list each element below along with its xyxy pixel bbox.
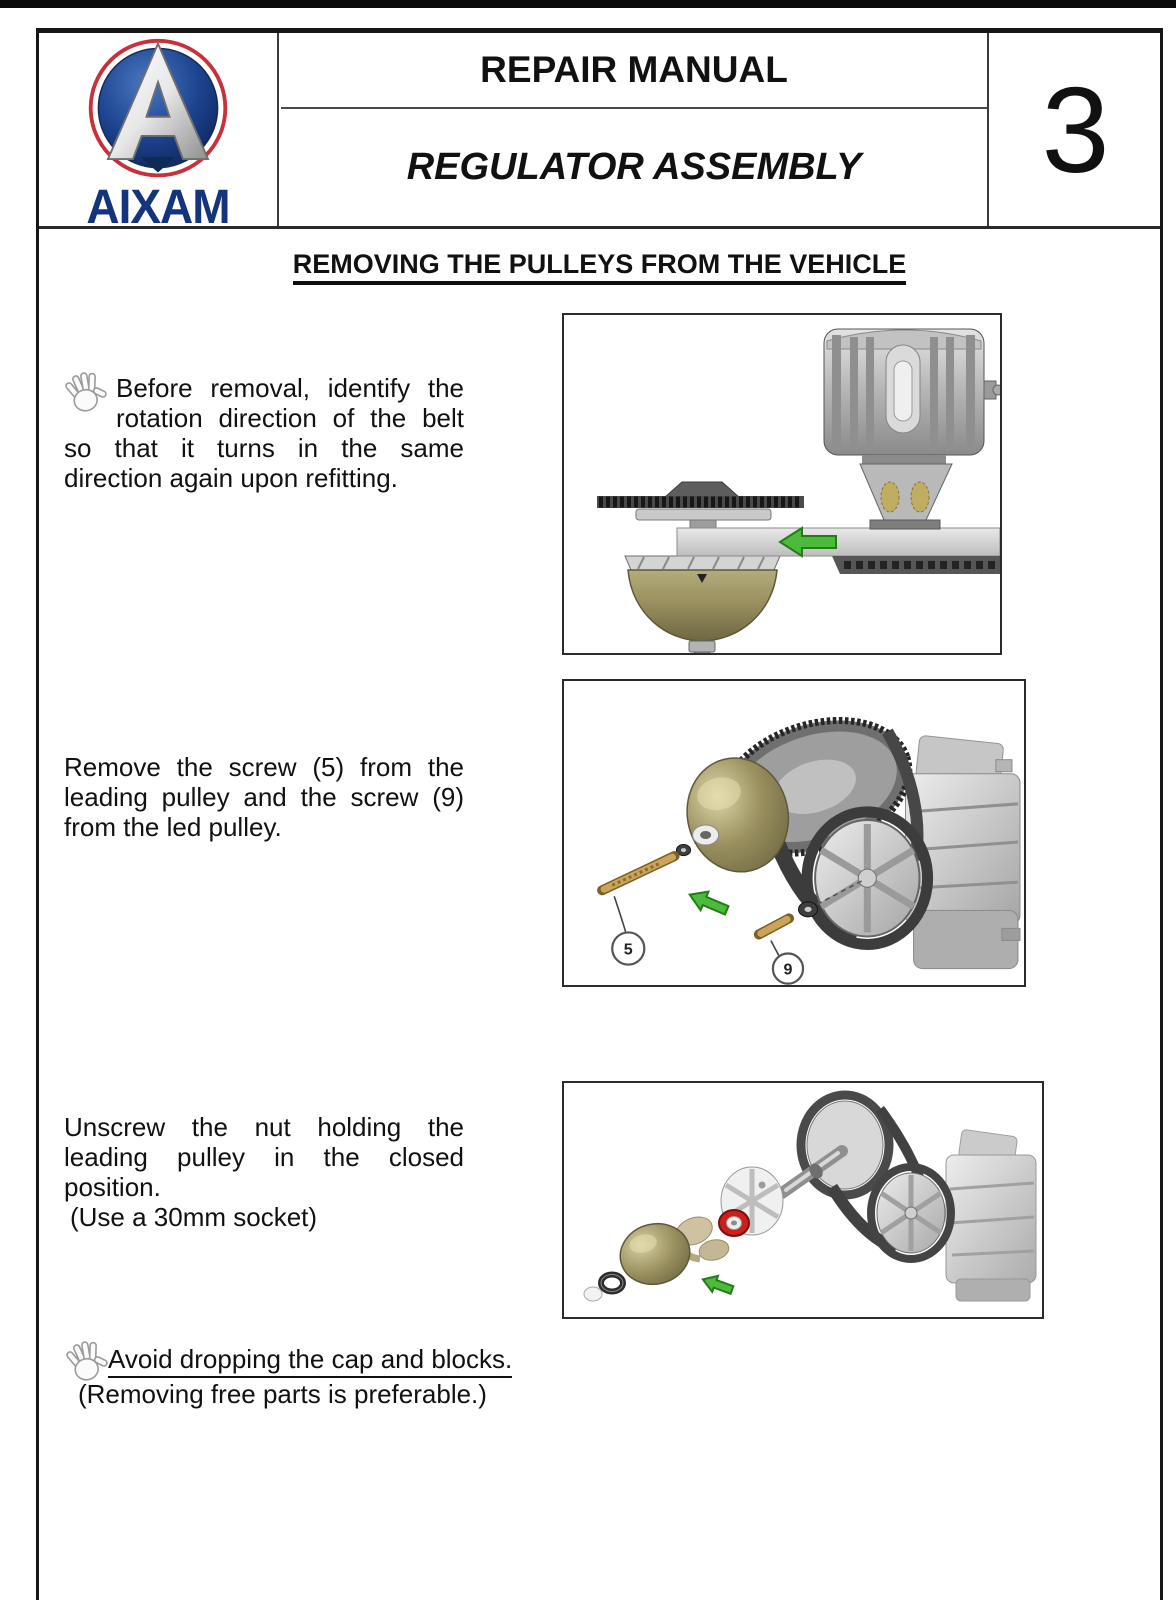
note-text: Before removal, identify the rotation direction of the belt so that it turns in the same direction again upon refitting.: [64, 373, 464, 493]
figure-belt-rotation: [562, 313, 1002, 655]
warning-subtext: (Removing free parts is preferable.): [78, 1378, 487, 1409]
page-top-bar: [0, 0, 1176, 8]
warning-avoid-dropping: [64, 1345, 514, 1410]
title-cell: [281, 33, 989, 226]
step-remove-screws: [64, 753, 464, 843]
section-heading: [39, 249, 1160, 280]
step-subtext: (Use a 30mm socket): [70, 1201, 318, 1232]
aixam-logo-icon: [83, 37, 233, 183]
callout-9-label: 9: [783, 960, 793, 979]
callout-5-label: 5: [623, 940, 633, 959]
step-text: Unscrew the nut holding the leading pulley in the closed position.: [64, 1112, 464, 1202]
step-unscrew-nut: [64, 1113, 464, 1233]
manual-title: REPAIR MANUAL: [281, 33, 987, 109]
page-number: 3: [1041, 61, 1110, 198]
figure-screw-removal: [562, 679, 1026, 987]
brand-wordmark: AIXAM: [86, 178, 230, 234]
section-heading-text: REMOVING THE PULLEYS FROM THE VEHICLE: [293, 249, 907, 285]
step-text: Remove the screw (5) from the leading pulley and the screw (9) from the led pulley.: [64, 752, 464, 842]
header: [39, 33, 1160, 234]
logo-cell: [39, 33, 279, 234]
hand-icon: [66, 1339, 108, 1383]
note-before-removal: [64, 374, 464, 494]
figure-nut-removal: [562, 1081, 1044, 1319]
screw-removal-illustration: [564, 681, 1024, 985]
page-frame: [36, 28, 1163, 1600]
chapter-title: REGULATOR ASSEMBLY: [406, 146, 862, 188]
warning-text: Avoid dropping the cap and blocks.: [108, 1345, 512, 1378]
hand-icon: [64, 370, 108, 414]
nut-removal-illustration: [564, 1083, 1042, 1317]
belt-rotation-illustration: [564, 315, 1000, 653]
